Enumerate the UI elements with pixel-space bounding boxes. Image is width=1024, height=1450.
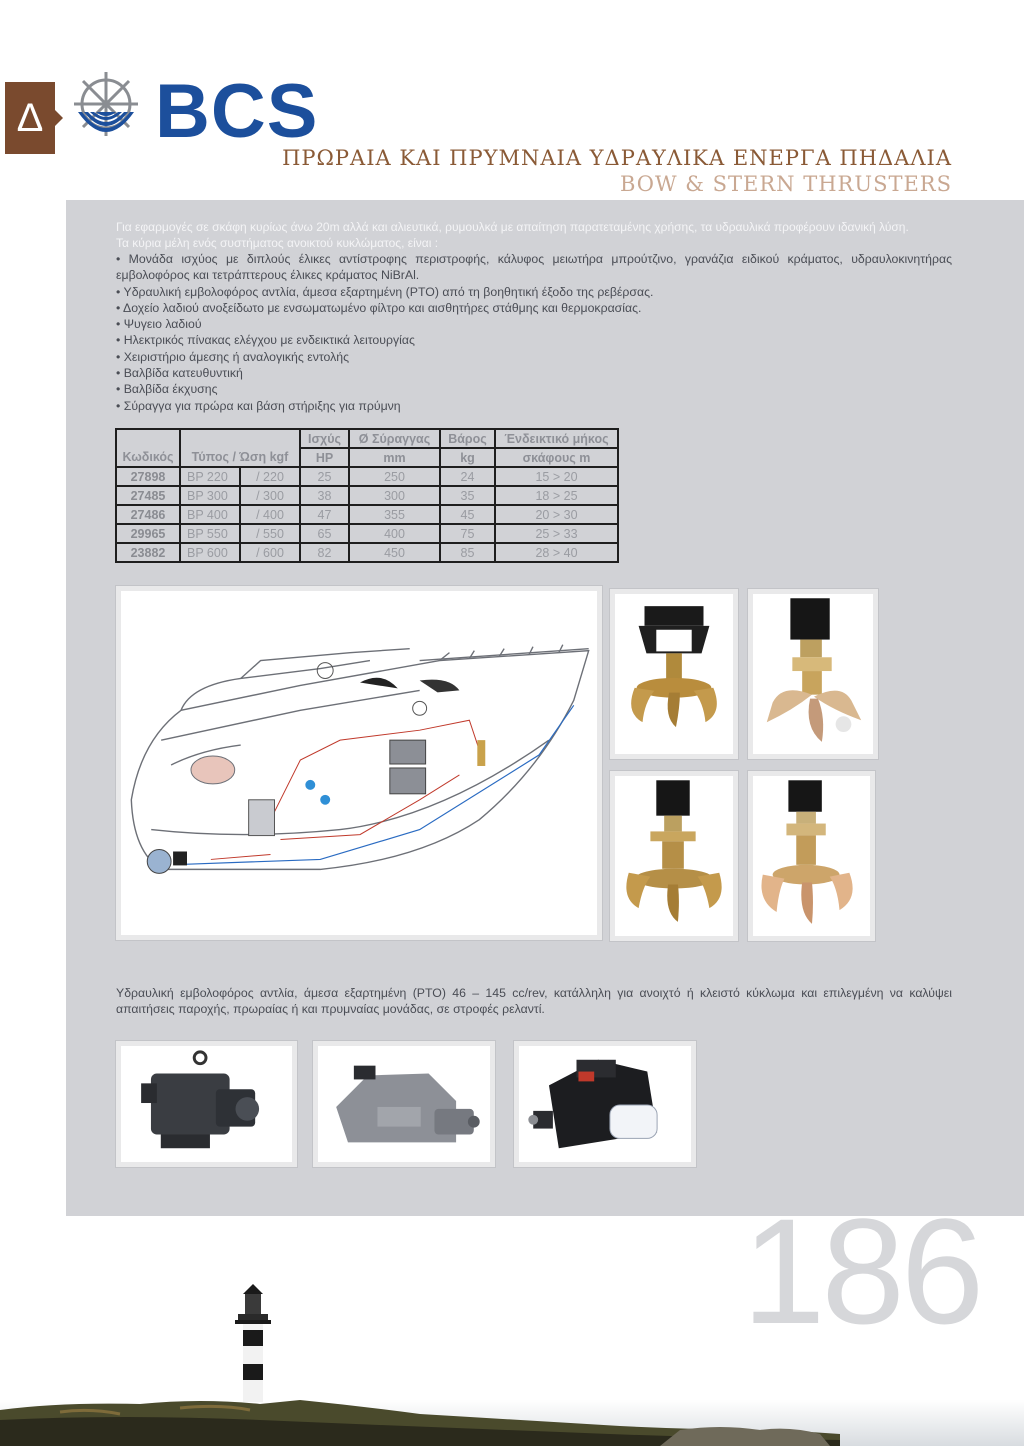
table-cell-tunnel: 400 — [349, 524, 440, 543]
table-cell-kg: 45 — [440, 505, 495, 524]
table-cell-length: 18 > 25 — [495, 486, 618, 505]
table-header: Ισχύς — [300, 429, 349, 448]
table-cell-thrust: / 550 — [240, 524, 300, 543]
table-cell-length: 28 > 40 — [495, 543, 618, 562]
table-cell-code: 29965 — [116, 524, 180, 543]
table-row — [116, 486, 618, 505]
table-header: Βάρος — [440, 429, 495, 448]
list-item: • Βαλβίδα έκχυσης — [116, 382, 218, 397]
table-cell-type: BP 550 — [180, 524, 240, 543]
table-header: Ø Σύραγγας — [349, 429, 440, 448]
table-cell-kg: 85 — [440, 543, 495, 562]
brand-logo-text: BCS — [155, 69, 319, 154]
thruster-photo — [747, 588, 879, 760]
component-list — [116, 251, 952, 414]
pump-photo — [513, 1040, 697, 1168]
table-cell-thrust: / 600 — [240, 543, 300, 562]
thruster-photo — [609, 770, 739, 942]
pump-photo — [115, 1040, 298, 1168]
table-cell-hp: 65 — [300, 524, 349, 543]
thruster-photo — [609, 588, 739, 760]
list-item: • Σύραγγα για πρώρα και βάση στήριξης για πρύμνη — [116, 398, 401, 413]
thruster-photo — [747, 770, 876, 942]
lighthouse-coast-image — [0, 1280, 1024, 1446]
table-row — [116, 524, 618, 543]
table-cell-thrust: / 400 — [240, 505, 300, 524]
table-cell-code: 27898 — [116, 467, 180, 486]
section-tab: Δ — [5, 82, 55, 154]
table-cell-type: BP 300 — [180, 486, 240, 505]
table-header: Τύπος / Ώση kgf — [180, 448, 300, 467]
intro-line: Για εφαρμογές σε σκάφη κυρίως άνω 20m αλλά και αλιευτικά, ρυμουλκά με απαίτηση παρατεταμένης χρήσης, τα υδραυλικά προφέρουν ιδανική λύση. — [116, 220, 909, 234]
table-cell-tunnel: 355 — [349, 505, 440, 524]
table-cell-kg: 24 — [440, 467, 495, 486]
table-header-row — [116, 448, 618, 467]
table-row — [116, 505, 618, 524]
table-header-row — [116, 429, 618, 448]
spec-table — [115, 428, 619, 563]
table-header: HP — [300, 448, 349, 467]
table-header: Ένδεικτικό μήκος — [495, 429, 618, 448]
table-cell-thrust: / 220 — [240, 467, 300, 486]
table-header: mm — [349, 448, 440, 467]
table-cell-type: BP 220 — [180, 467, 240, 486]
lighthouse-icon — [235, 1284, 271, 1402]
table-cell-code: 23882 — [116, 543, 180, 562]
table-cell-code: 27486 — [116, 505, 180, 524]
table-header: σκάφους m — [495, 448, 618, 467]
table-cell-code: 27485 — [116, 486, 180, 505]
table-cell-type: BP 400 — [180, 505, 240, 524]
table-cell-tunnel: 450 — [349, 543, 440, 562]
table-header: Κωδικός — [116, 448, 180, 467]
table-header: kg — [440, 448, 495, 467]
table-cell-length: 15 > 20 — [495, 467, 618, 486]
table-header — [116, 429, 180, 448]
list-item: • Ψυγειο λαδιού — [116, 317, 202, 332]
pump-photo — [312, 1040, 496, 1168]
table-row — [116, 543, 618, 562]
list-item: • Μονάδα ισχύος με διπλούς έλικες αντίστροφης περιστροφής, κάλυφος μειωτήρα μπρούτζινο, γρανάζια ειδικού κράματος, υδραυλοκινητήρας εμβολοφόρος και τετράπτερους έλικες κράματος NiBrAl. — [116, 252, 952, 283]
intro-text — [116, 219, 952, 251]
table-cell-type: BP 600 — [180, 543, 240, 562]
pump-caption: Υδραυλική εμβολοφόρος αντλία, άμεσα εξαρτημένη (PTO) 46 – 145 cc/rev, κατάλληλη για ανοιχτό ή κλειστό κύκλωμα και επιλεγμένη να καλύψει απαιτήσεις παροχής, πρωραίας ή και πρυμναίας μονάδας, σε στροφές ρελαντί. — [116, 986, 952, 1017]
page-title-greek: ΠΡΩΡΑΙΑ ΚΑΙ ΠΡΥΜΝΑΙΑ ΥΔΡΑΥΛΙΚΑ ΕΝΕΡΓΑ ΠΗΔΑΛΙΑ — [282, 146, 952, 170]
page-number: 186 — [742, 1187, 981, 1355]
table-cell-kg: 35 — [440, 486, 495, 505]
table-header — [180, 429, 300, 448]
table-cell-thrust: / 300 — [240, 486, 300, 505]
table-cell-hp: 82 — [300, 543, 349, 562]
list-item: • Ηλεκτρικός πίνακας ελέγχου με ενδεικτικά λειτουργίας — [116, 333, 415, 348]
page-title-english: BOW & STERN THRUSTERS — [619, 172, 952, 196]
yacht-system-diagram — [115, 585, 603, 941]
table-row — [116, 467, 618, 486]
table-cell-kg: 75 — [440, 524, 495, 543]
helm-wheel-logo-icon — [66, 68, 146, 150]
list-item: • Χειριστήριο άμεσης ή αναλογικής εντολής — [116, 349, 350, 364]
table-cell-length: 25 > 33 — [495, 524, 618, 543]
table-cell-tunnel: 300 — [349, 486, 440, 505]
table-cell-hp: 25 — [300, 467, 349, 486]
table-cell-hp: 38 — [300, 486, 349, 505]
list-item: • Υδραυλική εμβολοφόρος αντλία, άμεσα εξαρτημένη (PTO) από τη βοηθητική έξοδο της ρεβέρσας. — [116, 284, 654, 299]
table-cell-hp: 47 — [300, 505, 349, 524]
table-cell-tunnel: 250 — [349, 467, 440, 486]
list-item: • Βαλβίδα κατευθυντική — [116, 366, 243, 381]
table-cell-length: 20 > 30 — [495, 505, 618, 524]
intro-line: Τα κύρια μέλη ενός συστήματος ανοικτού κυκλώματος, είναι : — [116, 236, 439, 250]
list-item: • Δοχείο λαδιού ανοξείδωτο με ενσωματωμένο φίλτρο και αισθητήρες στάθμης και θερμοκρασίας. — [116, 300, 642, 315]
